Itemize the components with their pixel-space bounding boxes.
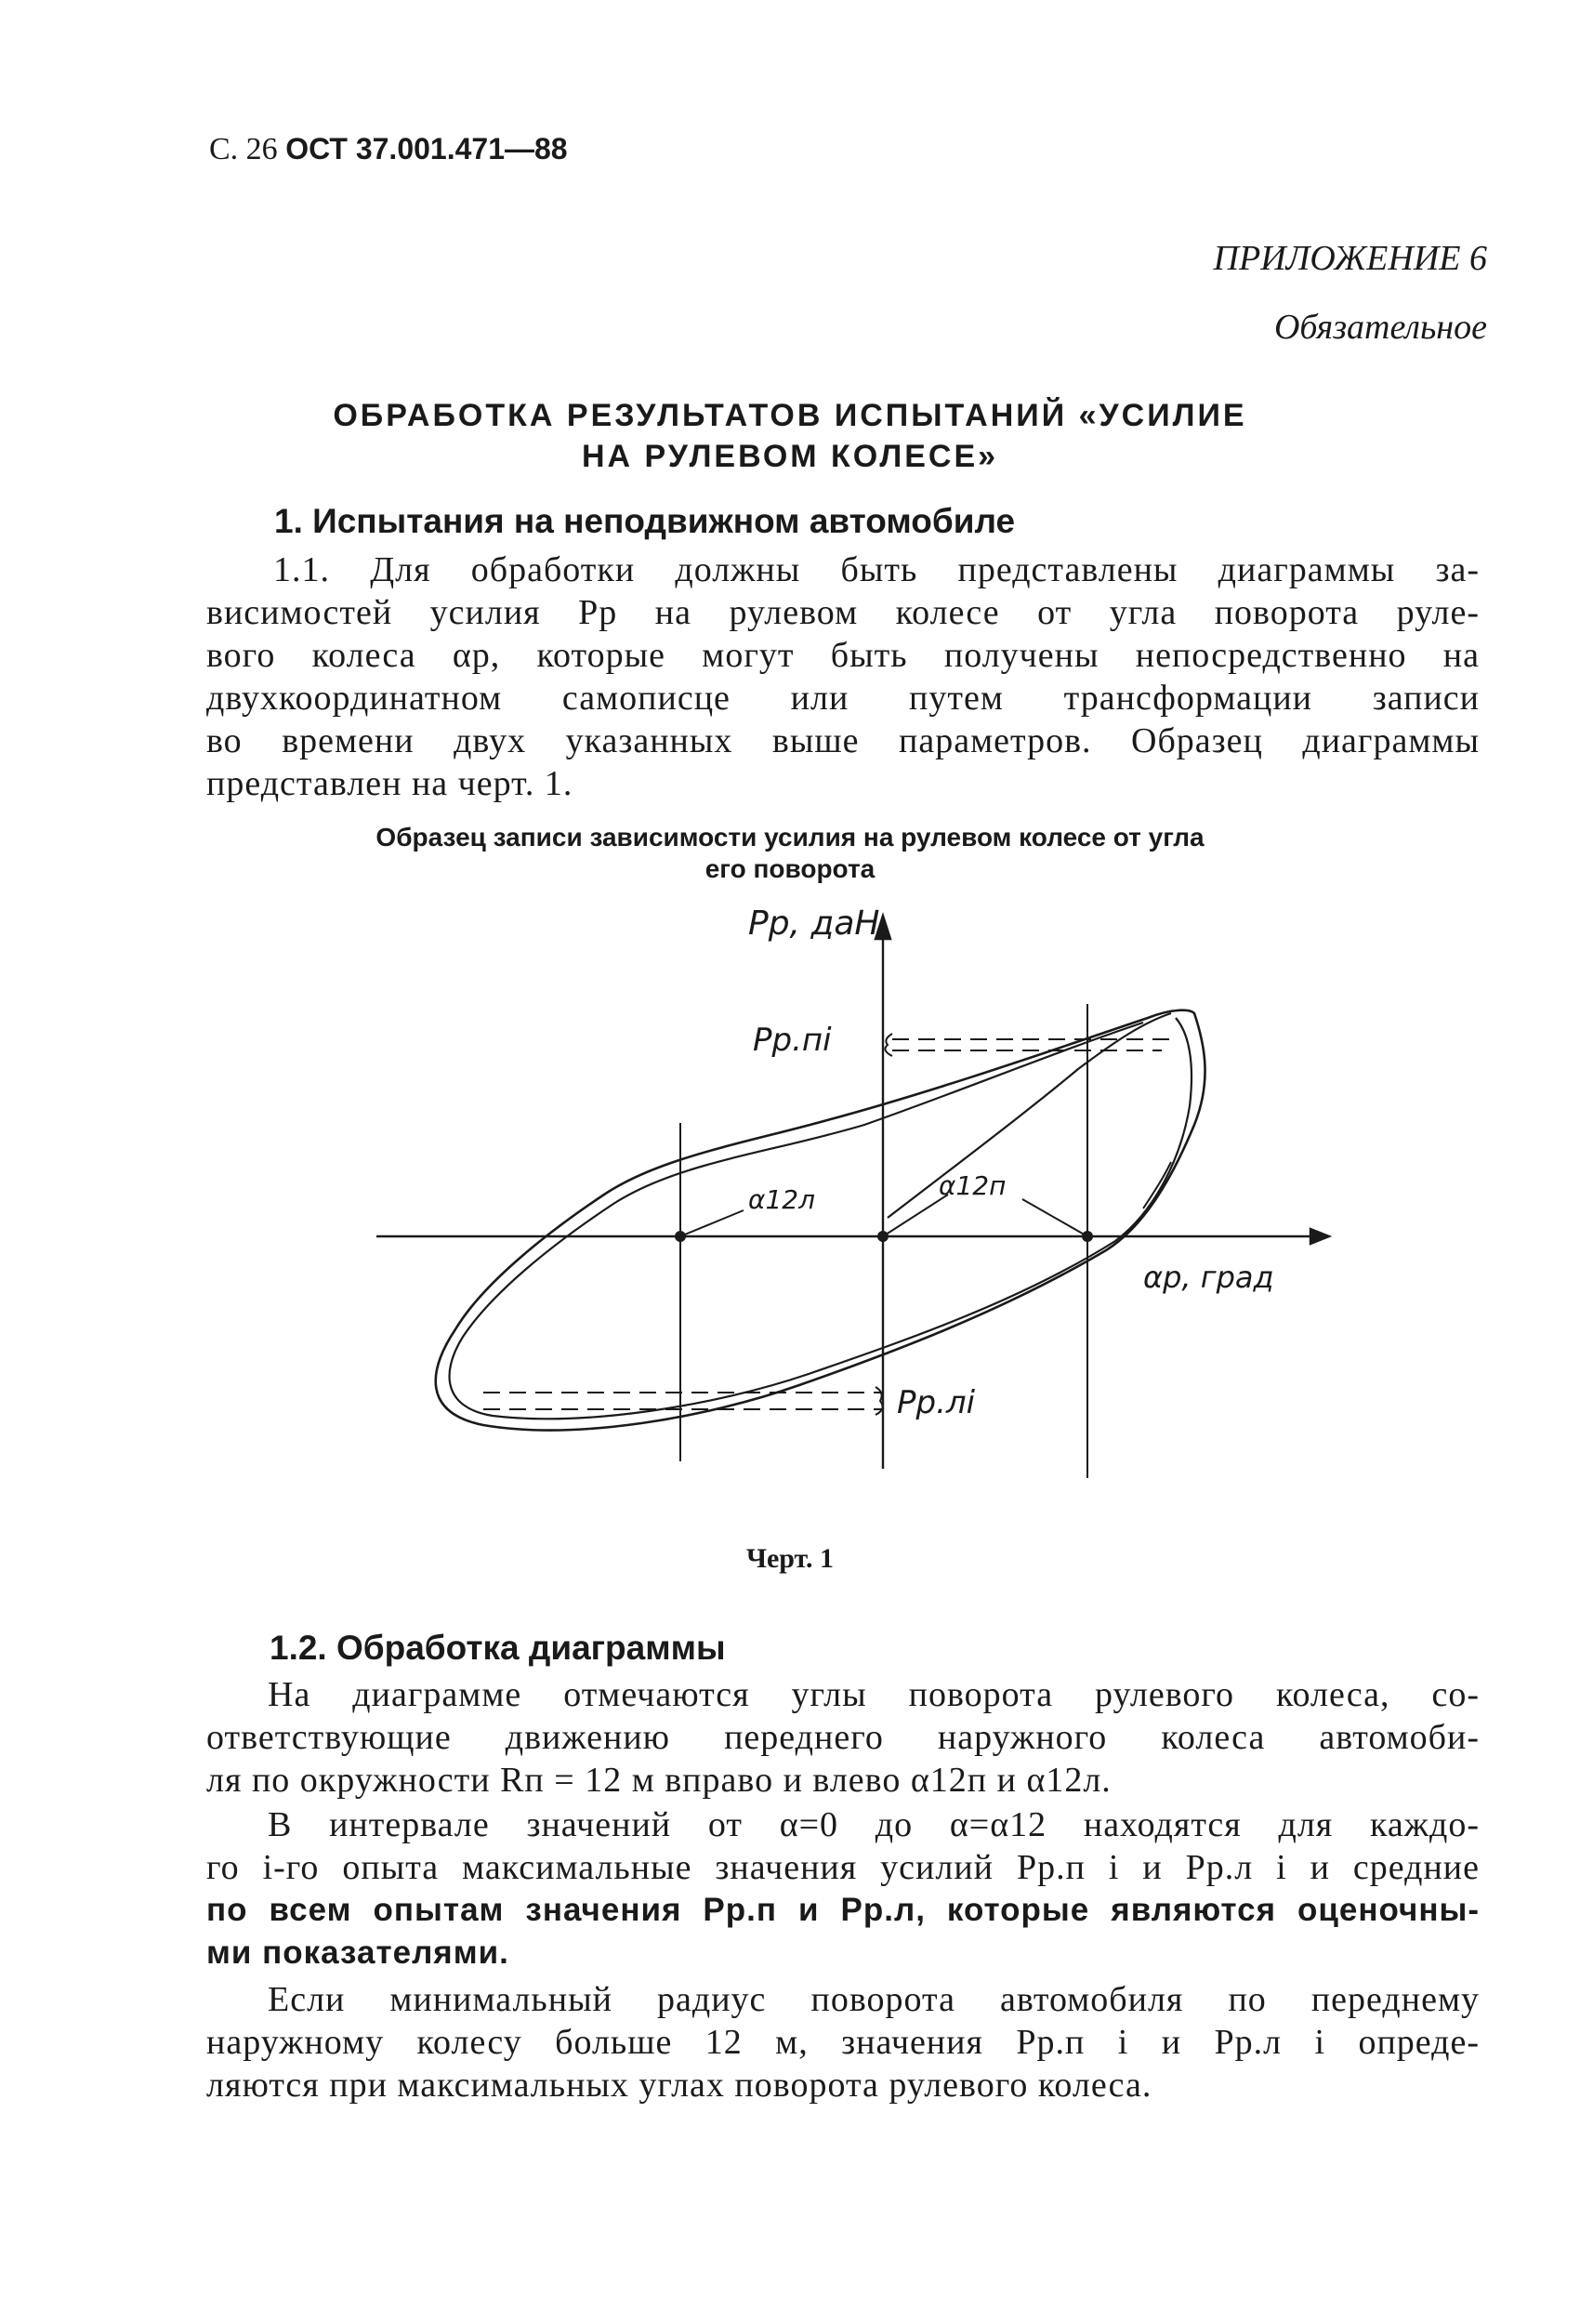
paragraph-line: по всем опытам значения Pр.п и Pр.л, которые являются оценочны- [206,1892,1480,1928]
appendix-status: Обязательное [1273,308,1487,347]
hysteresis-diagram [353,892,1357,1487]
paragraph-line: ми показателями. [206,1934,509,1971]
loop-curve-inner [450,1018,1192,1419]
standard-number: ОСТ 37.001.471—88 [285,132,568,165]
paragraph-line: ляются при максимальных углах поворота рулевого колеса. [206,2066,1152,2105]
bracket-p-right [885,1034,892,1056]
figure-caption-line-2: его поворота [704,854,876,883]
label-p-right-max: Pр.пi [753,1022,832,1059]
point-alpha-12l [675,1231,686,1242]
paragraph-line: вого колеса αр, которые могут быть получены непосредственно на [206,636,1480,675]
section-1-2-heading: 1.2. Обработка диаграммы [270,1629,726,1667]
figure-caption-line-1: Образец записи зависимости усилия на рулевом колесе от угла [375,823,1205,852]
paragraph-line: двухкоординатном самописце или путем трансформации записи [206,679,1480,718]
paragraph-line: На диаграмме отмечаются углы поворота рулевого колеса, со- [268,1675,1480,1714]
leader-alpha-12p-b [1022,1199,1087,1236]
paragraph-line: во времени двух указанных выше параметров. Образец диаграммы [206,721,1480,760]
label-alpha-12p: α12п [939,1170,1007,1201]
appendix-title: ПРИЛОЖЕНИЕ 6 [1213,239,1487,278]
x-axis-arrow [1310,1229,1329,1244]
y-axis-label: Pр, даН [748,905,880,943]
x-axis-label: αр, град [1143,1260,1274,1295]
label-alpha-12l: α12л [748,1184,815,1215]
bracket-p-left [876,1387,883,1415]
figure-number: Черт. 1 [745,1543,835,1574]
section-1-2-paragraph-2 [206,1803,1480,1974]
paragraph-line: представлен на черт. 1. [206,764,573,803]
loop-curve-outer [436,1010,1205,1431]
paragraph-line: го i-го опыта максимальные значения усилий Pр.п i и Pр.л i и средние [206,1848,1480,1887]
section-1-heading: 1. Испытания на неподвижном автомобиле [274,502,1016,540]
paragraph-line: 1.1. Для обработки должны быть представлены диаграммы за- [273,550,1480,589]
paragraph-line: висимостей усилия Pр на рулевом колесе от угла поворота руле- [206,593,1480,632]
paragraph-line: ля по окружности Rп = 12 м вправо и влево α12п и α12л. [206,1761,1112,1800]
section-1-1-paragraph [206,548,1480,805]
loop-curve-crossing [1143,1162,1171,1208]
loading-curve-right [888,1013,1171,1218]
paragraph-line: ответствующие движению переднего наружного колеса автомоби- [206,1718,1480,1757]
section-1-2-paragraph-1 [206,1673,1480,1802]
page-header [209,132,568,167]
point-origin [877,1231,889,1242]
point-alpha-12p [1082,1231,1093,1242]
document-title-line-2: НА РУЛЕВОМ КОЛЕСЕ» [581,439,999,474]
label-p-left-max: Pр.лi [897,1384,976,1421]
leader-alpha-12l [680,1210,744,1236]
section-1-2-paragraph-3 [206,1978,1480,2106]
paragraph-line: наружному колесу больше 12 м, значения Pр.п i и Pр.л i опреде- [206,2023,1480,2062]
paragraph-line: Если минимальный радиус поворота автомобиля по переднему [268,1980,1480,2019]
page-number: С. 26 [209,132,278,166]
document-title-line-1: ОБРАБОТКА РЕЗУЛЬТАТОВ ИСПЫТАНИЙ «УСИЛИЕ [333,398,1247,433]
paragraph-line: В интервале значений от α=0 до α=α12 находятся для каждо- [268,1805,1480,1844]
